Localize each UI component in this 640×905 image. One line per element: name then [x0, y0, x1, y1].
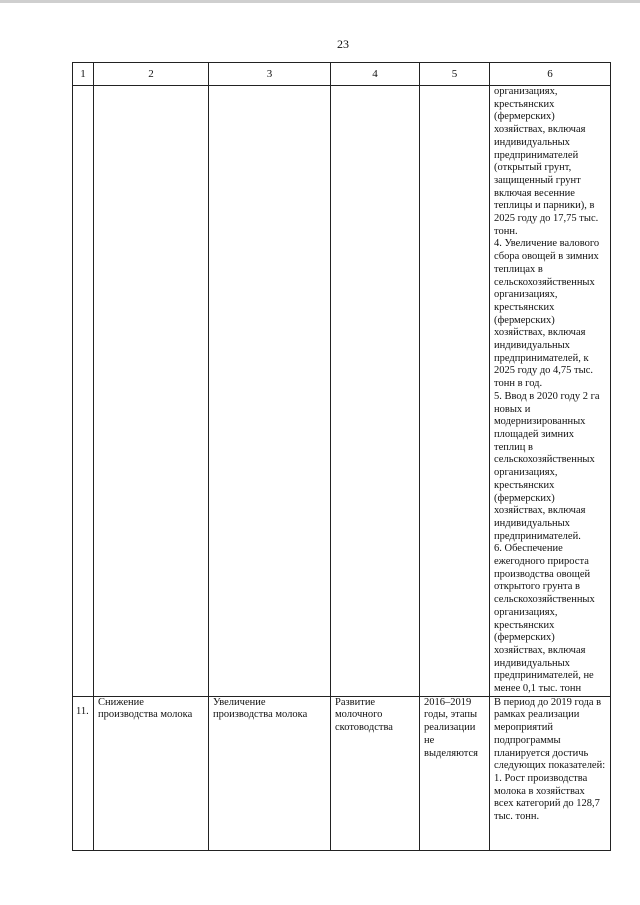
header-col-2: 2 — [94, 63, 209, 86]
cell-task: Развитие молочного скотоводства — [331, 696, 420, 850]
indicator-paragraph: организациях, крестьянских (фермерских) хозяйствах, включая индивидуальных предпринимателей (открытый грунт, защищенный грунт включая весенние теплицы и парники), в 2025 году до 17,75 тыс. тонн. — [494, 86, 599, 237]
cell-empty — [73, 86, 94, 697]
cell-empty — [420, 86, 490, 697]
page-number: 23 — [337, 37, 349, 51]
table-row-continuation — [73, 86, 611, 697]
cell-goal: Увеличение производства молока — [209, 696, 331, 850]
table-header-row — [73, 63, 611, 86]
indicator-paragraph: 6. Обеспечение ежегодного прироста производства овощей открытого грунта в сельскохозяйственных организациях, крестьянских (фермерских) хозяйствах, включая индивидуальных предпринимателей, не менее 0,1 тыс. тонн — [494, 543, 595, 695]
cell-problem: Снижение производства молока — [94, 696, 209, 850]
header-col-6: 6 — [490, 63, 611, 86]
cell-empty — [94, 86, 209, 697]
indicator-paragraph: В период до 2019 года в рамках реализации мероприятий подпрограммы планируется достичь следующих показателей: — [494, 696, 606, 772]
top-edge-line — [0, 0, 640, 3]
cell-empty — [209, 86, 331, 697]
row-number: 11. — [73, 696, 94, 850]
cell-indicators — [490, 696, 611, 850]
header-col-3: 3 — [209, 63, 331, 86]
measures-table — [72, 62, 611, 851]
indicator-paragraph: 4. Увеличение валового сбора овощей в зимних теплицах в сельскохозяйственных организациях, крестьянских (фермерских) хозяйствах, включая индивидуальных предпринимателей, к 2025 году до 4,75 тыс. тонн в год. — [494, 238, 600, 390]
table-row-11 — [73, 696, 611, 850]
cell-indicators-continued — [490, 86, 611, 697]
header-col-4: 4 — [331, 63, 420, 86]
cell-empty — [331, 86, 420, 697]
cell-period: 2016–2019 годы, этапы реализации не выделяются — [420, 696, 490, 850]
indicator-paragraph: 1. Рост производства молока в хозяйствах всех категорий до 128,7 тыс. тонн. — [494, 772, 600, 823]
header-col-5: 5 — [420, 63, 490, 86]
header-col-1: 1 — [73, 63, 94, 86]
indicator-paragraph: 5. Ввод в 2020 году 2 га новых и модернизированных площадей зимних теплиц в сельскохозяйственных организациях, крестьянских (фермерских) хозяйствах, включая индивидуальных предпринимателей. — [494, 390, 600, 542]
